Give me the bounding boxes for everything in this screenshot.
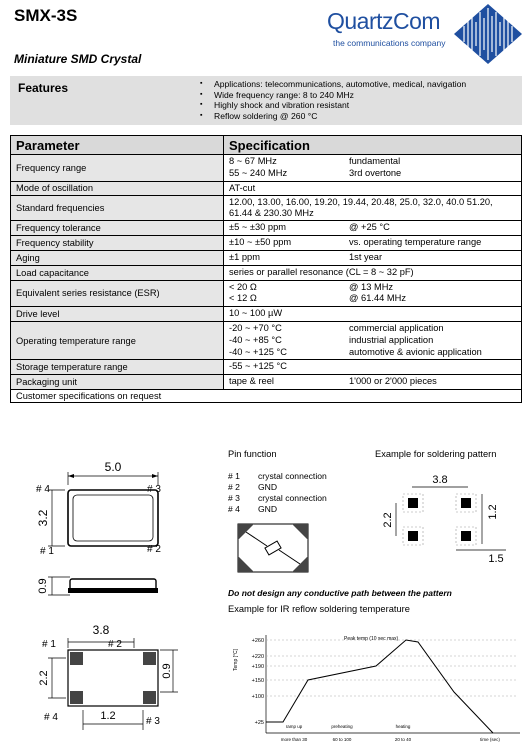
spec-value: ±10 ~ ±50 ppm	[229, 237, 292, 248]
param-cell: Frequency tolerance	[11, 221, 224, 236]
pin-function-title: Pin function	[228, 449, 277, 459]
feature-item: ▪ Wide frequency range: 8 to 240 MHz	[214, 90, 466, 101]
pin-label: # 1	[40, 546, 54, 557]
spec-row	[11, 360, 522, 375]
pin-label: # 4	[36, 484, 50, 495]
spec-value: series or parallel resonance (CL = 8 ~ 32 pF)	[229, 266, 414, 277]
spec-note: automotive & avionic application	[349, 346, 482, 357]
bottom-view-drawing	[10, 620, 210, 750]
param-cell: Storage temperature range	[11, 360, 224, 375]
spec-value: tape & reel	[229, 376, 274, 387]
y-tick: +150	[251, 678, 264, 684]
top-width-dim: 5.0	[104, 460, 122, 474]
soldering-pattern-drawing	[378, 470, 518, 570]
spec-row	[11, 307, 522, 322]
param-cell: Operating temperature range	[11, 321, 224, 359]
solder-height-dim: 2.2	[382, 512, 394, 528]
param-cell: Equivalent series resistance (ESR)	[11, 280, 224, 307]
spec-value: -20 ~ +70 °C	[229, 322, 282, 333]
reflow-profile-chart	[228, 630, 524, 752]
spec-cell	[224, 221, 522, 236]
spec-cell	[224, 360, 522, 375]
spec-cell	[224, 181, 522, 196]
spec-value: -55 ~ +125 °C	[229, 361, 287, 372]
pin-label: # 1	[42, 639, 56, 650]
spec-value: ±5 ~ ±30 ppm	[229, 222, 286, 233]
x-label: more than 30	[280, 737, 308, 742]
param-cell: Drive level	[11, 307, 224, 322]
spec-row	[11, 250, 522, 265]
reflow-title: Example for IR reflow soldering temperature	[228, 604, 410, 614]
top-height-dim: 3.2	[36, 509, 50, 527]
spec-header: Specification	[224, 136, 522, 155]
param-cell: Aging	[11, 250, 224, 265]
soldering-title: Example for soldering pattern	[375, 449, 497, 459]
spec-table	[10, 135, 522, 403]
spec-row	[11, 181, 522, 196]
bottom-pad-dim: 1.2	[100, 710, 116, 722]
pin-function: GND	[258, 504, 278, 514]
warning-text: Do not design any conductive path between the pattern	[228, 588, 452, 598]
x-label: 20 to 40	[394, 737, 412, 742]
logo-name: QuartzCom	[327, 8, 441, 34]
y-tick: +220	[251, 654, 264, 660]
spec-note: @ 13 MHz	[349, 281, 394, 292]
y-axis-label: Temp [°C]	[233, 648, 239, 672]
spec-cell	[224, 280, 522, 307]
x-label: time (sec)	[480, 737, 500, 742]
spec-cell: 12.00, 13.00, 16.00, 19.20, 19.44, 20.48, 25.0, 32.0, 40.0 51.20, 61.44 & 230.30 MHz	[224, 196, 522, 221]
spec-value: 55 ~ 240 MHz	[229, 167, 288, 178]
spec-cell	[224, 236, 522, 251]
spec-cell	[224, 307, 522, 322]
pin-number: # 3	[228, 493, 240, 503]
y-tick: +260	[251, 638, 264, 644]
zone-label: ramp up	[285, 724, 303, 729]
pin-label: # 3	[147, 484, 161, 495]
product-title: SMX-3S	[14, 6, 78, 25]
spec-note: @ 61.44 MHz	[349, 293, 406, 304]
spec-note: @ +25 °C	[349, 222, 390, 233]
spec-cell	[224, 250, 522, 265]
bottom-height2-dim: 0.9	[161, 663, 173, 679]
pin-label: # 2	[108, 639, 122, 650]
solder-pad-dim: 1.2	[487, 504, 499, 520]
spec-note: 3rd overtone	[349, 167, 402, 178]
spec-cell	[224, 265, 522, 280]
x-label: 60 to 100	[332, 737, 352, 742]
peak-label: Peak temp (10 sec max)	[344, 636, 399, 642]
features-label: Features	[18, 81, 69, 95]
param-cell: Mode of oscillation	[11, 181, 224, 196]
pin-number: # 4	[228, 504, 240, 514]
spec-note: 1'000 or 2'000 pieces	[349, 376, 437, 387]
pin-number: # 2	[228, 482, 240, 492]
spec-value: -40 ~ +125 °C	[229, 346, 287, 357]
spec-value: < 20 Ω	[229, 281, 257, 292]
spec-value: AT-cut	[229, 182, 256, 193]
param-cell: Frequency stability	[11, 236, 224, 251]
spec-note: industrial application	[349, 334, 434, 345]
y-tick: +25	[254, 720, 264, 726]
product-subtitle: Miniature SMD Crystal	[14, 52, 142, 66]
spec-row	[11, 375, 522, 390]
spec-value: ±1 ppm	[229, 251, 260, 262]
spec-row	[11, 155, 522, 182]
y-tick: +100	[251, 694, 264, 700]
pin-label: # 3	[146, 716, 160, 727]
spec-value: 10 ~ 100 µW	[229, 308, 283, 319]
spec-value: < 12 Ω	[229, 293, 257, 304]
quartzcom-logo-icon	[454, 4, 522, 64]
feature-item: ▪ Reflow soldering @ 260 °C	[214, 111, 466, 122]
spec-value: 8 ~ 67 MHz	[229, 156, 277, 166]
pin-schematic-diagram	[236, 522, 310, 574]
zone-label: preheating	[331, 724, 353, 729]
spec-value: -40 ~ +85 °C	[229, 334, 282, 345]
features-list	[214, 79, 466, 121]
param-cell: Load capacitance	[11, 265, 224, 280]
logo-tagline: the communications company	[333, 38, 446, 48]
spec-cell	[224, 375, 522, 390]
solder-gap-dim: 1.5	[488, 553, 504, 565]
spec-row	[11, 280, 522, 307]
pin-number: # 1	[228, 471, 240, 481]
bottom-height-dim: 2.2	[38, 670, 50, 686]
feature-item: ▪ Applications: telecommunications, automotive, medical, navigation	[214, 79, 466, 90]
solder-width-dim: 3.8	[432, 474, 448, 486]
bottom-width-dim: 3.8	[92, 623, 110, 637]
feature-item: ▪ Highly shock and vibration resistant	[214, 100, 466, 111]
param-cell: Standard frequencies	[11, 196, 224, 221]
top-view-drawing	[10, 455, 210, 620]
side-height-dim: 0.9	[37, 578, 49, 594]
spec-note: 1st year	[349, 251, 383, 262]
pin-label: # 2	[147, 544, 161, 555]
pin-function: GND	[258, 482, 278, 492]
spec-row	[11, 321, 522, 359]
spec-cell	[224, 321, 522, 359]
spec-full-cell: Customer specifications on request	[11, 389, 522, 402]
spec-row	[11, 221, 522, 236]
param-header: Parameter	[11, 136, 224, 155]
pin-function-list	[228, 471, 327, 515]
spec-row	[11, 236, 522, 251]
spec-cell	[224, 155, 522, 182]
param-cell: Packaging unit	[11, 375, 224, 390]
spec-note: vs. operating temperature range	[349, 237, 482, 248]
pin-function: crystal connection	[258, 493, 327, 503]
pin-function: crystal connection	[258, 471, 327, 481]
spec-row	[11, 196, 522, 221]
param-cell: Frequency range	[11, 155, 224, 182]
spec-row	[11, 389, 522, 402]
pin-label: # 4	[44, 712, 58, 723]
spec-note: fundamental	[349, 156, 401, 166]
spec-note: commercial application	[349, 322, 444, 333]
zone-label: heating	[395, 724, 411, 729]
spec-row	[11, 265, 522, 280]
y-tick: +190	[251, 664, 264, 670]
